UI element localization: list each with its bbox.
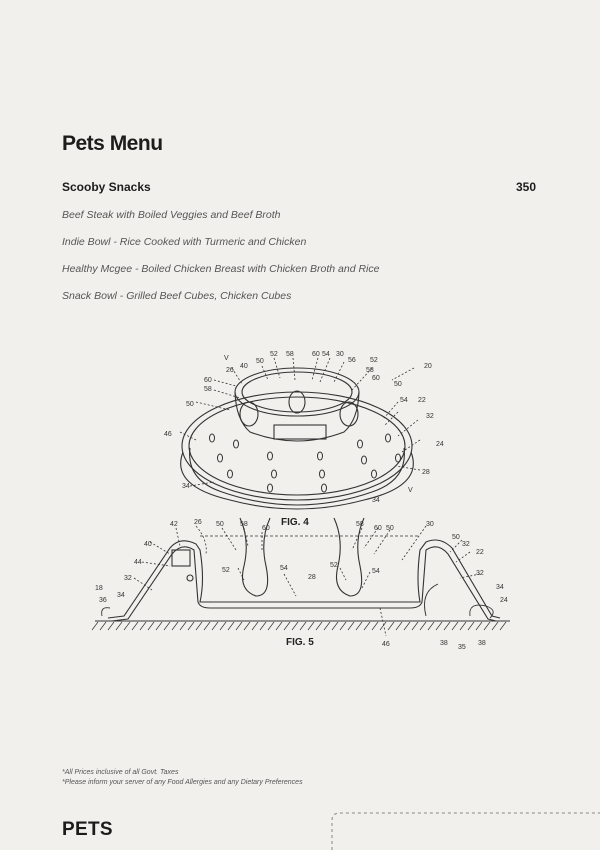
svg-text:58: 58: [204, 386, 212, 393]
svg-text:54: 54: [280, 565, 288, 572]
pet-bowl-illustration: [0, 340, 600, 660]
svg-text:58: 58: [240, 521, 248, 528]
svg-text:40: 40: [144, 541, 152, 548]
section-name: Scooby Snacks: [62, 180, 151, 194]
page-title: Pets Menu: [62, 132, 163, 155]
svg-text:52: 52: [330, 562, 338, 569]
svg-text:60: 60: [312, 351, 320, 358]
svg-text:60: 60: [262, 525, 270, 532]
fig4-label: FIG. 4: [281, 517, 309, 528]
svg-text:24: 24: [500, 597, 508, 604]
fig5-reference-numbers: [95, 519, 508, 651]
fig5-cross-section: [92, 518, 510, 636]
svg-text:44: 44: [134, 559, 142, 566]
svg-text:52: 52: [270, 351, 278, 358]
fig4-rim-outer: [182, 392, 412, 500]
svg-text:20: 20: [424, 363, 432, 370]
svg-text:35: 35: [458, 644, 466, 651]
svg-text:38: 38: [440, 640, 448, 647]
fig4-reference-numbers: [164, 351, 444, 504]
allergy-note: *Please inform your server of any Food Allergies and any Dietary Preferences: [62, 779, 303, 786]
footer-dashed-line: [330, 808, 600, 850]
menu-item: Healthy Mcgee - Boiled Chicken Breast with Chicken Broth and Rice: [62, 263, 380, 275]
menu-item: Beef Steak with Boiled Veggies and Beef Broth: [62, 209, 281, 221]
svg-text:36: 36: [99, 597, 107, 604]
svg-text:58: 58: [356, 521, 364, 528]
svg-text:28: 28: [422, 469, 430, 476]
svg-text:32: 32: [476, 570, 484, 577]
fig5-label: FIG. 5: [286, 637, 314, 648]
svg-text:30: 30: [336, 351, 344, 358]
svg-text:28: 28: [308, 574, 316, 581]
svg-text:32: 32: [462, 541, 470, 548]
svg-text:40: 40: [240, 363, 248, 370]
svg-text:60: 60: [204, 377, 212, 384]
svg-text:58: 58: [366, 367, 374, 374]
svg-text:54: 54: [372, 568, 380, 575]
svg-text:50: 50: [452, 534, 460, 541]
section-price: 350: [515, 180, 536, 194]
svg-text:58: 58: [286, 351, 294, 358]
svg-text:50: 50: [186, 401, 194, 408]
svg-text:22: 22: [418, 397, 426, 404]
section-header: [62, 180, 536, 194]
svg-text:60: 60: [374, 525, 382, 532]
svg-text:26: 26: [226, 367, 234, 374]
menu-item: Snack Bowl - Grilled Beef Cubes, Chicken Cubes: [62, 290, 292, 302]
svg-text:50: 50: [394, 381, 402, 388]
svg-text:46: 46: [164, 431, 172, 438]
svg-text:34: 34: [372, 497, 380, 504]
svg-text:52: 52: [370, 357, 378, 364]
svg-text:34: 34: [117, 592, 125, 599]
svg-text:32: 32: [124, 575, 132, 582]
svg-text:56: 56: [348, 357, 356, 364]
tax-note: *All Prices inclusive of all Govt. Taxes: [62, 769, 179, 776]
svg-text:30: 30: [426, 521, 434, 528]
footer-brand: PETS: [62, 819, 113, 840]
svg-text:38: 38: [478, 640, 486, 647]
svg-text:34: 34: [182, 483, 190, 490]
svg-text:54: 54: [322, 351, 330, 358]
svg-text:50: 50: [216, 521, 224, 528]
svg-text:V: V: [224, 355, 229, 362]
svg-text:24: 24: [436, 441, 444, 448]
menu-item: Indie Bowl - Rice Cooked with Turmeric and Chicken: [62, 236, 307, 248]
svg-text:18: 18: [95, 585, 103, 592]
svg-text:54: 54: [400, 397, 408, 404]
svg-text:32: 32: [426, 413, 434, 420]
svg-text:22: 22: [476, 549, 484, 556]
svg-text:42: 42: [170, 521, 178, 528]
svg-text:52: 52: [222, 567, 230, 574]
svg-text:34: 34: [496, 584, 504, 591]
svg-text:V: V: [408, 487, 413, 494]
svg-text:26: 26: [194, 519, 202, 526]
svg-text:60: 60: [372, 375, 380, 382]
svg-text:50: 50: [386, 525, 394, 532]
svg-text:50: 50: [256, 358, 264, 365]
patent-drawing-pet-bowl: [0, 340, 600, 660]
footnotes: [62, 768, 303, 788]
svg-text:46: 46: [382, 641, 390, 648]
menu-items-list: [62, 209, 379, 317]
